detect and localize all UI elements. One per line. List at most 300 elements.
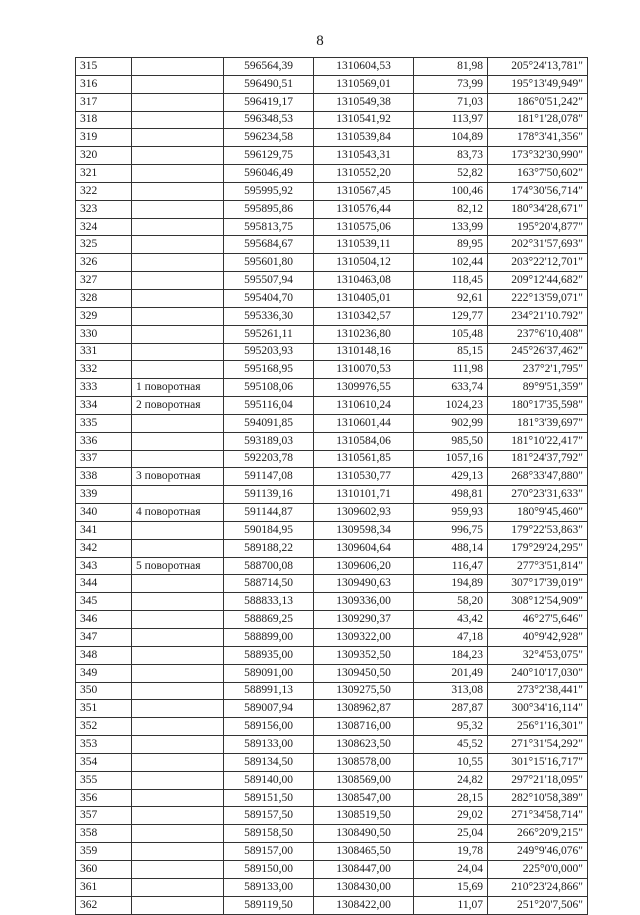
point-note-cell (132, 825, 224, 843)
y-coordinate-cell: 1310070,53 (314, 361, 414, 379)
direction-angle-cell: 173°32'30,990" (488, 147, 588, 165)
y-coordinate-cell: 1309322,00 (314, 629, 414, 647)
x-coordinate-cell: 588991,13 (224, 682, 314, 700)
x-coordinate-cell: 595684,67 (224, 236, 314, 254)
segment-length-cell: 104,89 (414, 129, 488, 147)
x-coordinate-cell: 596564,39 (224, 58, 314, 76)
direction-angle-cell: 181°24'37,792" (488, 450, 588, 468)
point-note-cell (132, 843, 224, 861)
point-number-cell: 351 (76, 700, 132, 718)
direction-angle-cell: 277°3'51,814" (488, 557, 588, 575)
point-number-cell: 337 (76, 450, 132, 468)
point-number-cell: 350 (76, 682, 132, 700)
point-number-cell: 338 (76, 468, 132, 486)
point-number-cell: 343 (76, 557, 132, 575)
y-coordinate-cell: 1308623,50 (314, 736, 414, 754)
segment-length-cell: 71,03 (414, 93, 488, 111)
table-row (76, 272, 588, 290)
table-row (76, 218, 588, 236)
y-coordinate-cell: 1310463,08 (314, 272, 414, 290)
x-coordinate-cell: 595116,04 (224, 397, 314, 415)
point-note-cell (132, 147, 224, 165)
table-row (76, 718, 588, 736)
point-number-cell: 331 (76, 343, 132, 361)
x-coordinate-cell: 595168,95 (224, 361, 314, 379)
direction-angle-cell: 181°3'39,697" (488, 414, 588, 432)
segment-length-cell: 287,87 (414, 700, 488, 718)
y-coordinate-cell: 1310561,85 (314, 450, 414, 468)
point-note-cell (132, 807, 224, 825)
x-coordinate-cell: 589150,00 (224, 860, 314, 878)
point-number-cell: 315 (76, 58, 132, 76)
table-row (76, 896, 588, 914)
segment-length-cell: 116,47 (414, 557, 488, 575)
x-coordinate-cell: 589188,22 (224, 539, 314, 557)
x-coordinate-cell: 589007,94 (224, 700, 314, 718)
point-number-cell: 348 (76, 646, 132, 664)
x-coordinate-cell: 592203,78 (224, 450, 314, 468)
y-coordinate-cell: 1310539,11 (314, 236, 414, 254)
y-coordinate-cell: 1310569,01 (314, 75, 414, 93)
table-row (76, 771, 588, 789)
table-row (76, 593, 588, 611)
x-coordinate-cell: 589119,50 (224, 896, 314, 914)
point-number-cell: 336 (76, 432, 132, 450)
table-row (76, 753, 588, 771)
segment-length-cell: 118,45 (414, 272, 488, 290)
direction-angle-cell: 179°29'24,295" (488, 539, 588, 557)
direction-angle-cell: 240°10'17,030" (488, 664, 588, 682)
direction-angle-cell: 180°34'28,671" (488, 200, 588, 218)
x-coordinate-cell: 596046,49 (224, 165, 314, 183)
segment-length-cell: 113,97 (414, 111, 488, 129)
y-coordinate-cell: 1310530,77 (314, 468, 414, 486)
page-number: 8 (316, 33, 324, 49)
point-number-cell: 339 (76, 486, 132, 504)
point-number-cell: 323 (76, 200, 132, 218)
point-number-cell: 362 (76, 896, 132, 914)
point-number-cell: 355 (76, 771, 132, 789)
segment-length-cell: 100,46 (414, 182, 488, 200)
point-number-cell: 333 (76, 379, 132, 397)
y-coordinate-cell: 1310604,53 (314, 58, 414, 76)
segment-length-cell: 111,98 (414, 361, 488, 379)
point-number-cell: 358 (76, 825, 132, 843)
point-number-cell: 318 (76, 111, 132, 129)
y-coordinate-cell: 1308422,00 (314, 896, 414, 914)
direction-angle-cell: 234°21'10.792" (488, 307, 588, 325)
direction-angle-cell: 249°9'46,076" (488, 843, 588, 861)
y-coordinate-cell: 1308716,00 (314, 718, 414, 736)
segment-length-cell: 19,78 (414, 843, 488, 861)
point-note-cell (132, 771, 224, 789)
table-row (76, 111, 588, 129)
x-coordinate-cell: 589151,50 (224, 789, 314, 807)
y-coordinate-cell: 1310584,06 (314, 432, 414, 450)
x-coordinate-cell: 595261,11 (224, 325, 314, 343)
x-coordinate-cell: 595895,86 (224, 200, 314, 218)
segment-length-cell: 43,42 (414, 611, 488, 629)
point-note-cell (132, 325, 224, 343)
point-number-cell: 353 (76, 736, 132, 754)
table-row (76, 611, 588, 629)
y-coordinate-cell: 1308465,50 (314, 843, 414, 861)
direction-angle-cell: 237°2'1,795" (488, 361, 588, 379)
point-note-cell (132, 182, 224, 200)
table-row (76, 539, 588, 557)
x-coordinate-cell: 591144,87 (224, 504, 314, 522)
x-coordinate-cell: 588935,00 (224, 646, 314, 664)
table-row (76, 236, 588, 254)
table-row (76, 129, 588, 147)
point-number-cell: 354 (76, 753, 132, 771)
y-coordinate-cell: 1309450,50 (314, 664, 414, 682)
table-row (76, 432, 588, 450)
table-row (76, 789, 588, 807)
direction-angle-cell: 268°33'47,880" (488, 468, 588, 486)
table-row (76, 521, 588, 539)
table-row (76, 93, 588, 111)
x-coordinate-cell: 595108,06 (224, 379, 314, 397)
table-row (76, 147, 588, 165)
y-coordinate-cell: 1309275,50 (314, 682, 414, 700)
point-note-cell (132, 896, 224, 914)
table-row (76, 878, 588, 896)
table-row (76, 289, 588, 307)
point-number-cell: 324 (76, 218, 132, 236)
direction-angle-cell: 225°0'0,000" (488, 860, 588, 878)
table-row (76, 325, 588, 343)
segment-length-cell: 996,75 (414, 521, 488, 539)
y-coordinate-cell: 1310148,16 (314, 343, 414, 361)
x-coordinate-cell: 589140,00 (224, 771, 314, 789)
table-row (76, 468, 588, 486)
segment-length-cell: 25,04 (414, 825, 488, 843)
segment-length-cell: 24,04 (414, 860, 488, 878)
point-note-cell (132, 664, 224, 682)
y-coordinate-cell: 1309490,63 (314, 575, 414, 593)
point-note-cell (132, 165, 224, 183)
table-row (76, 414, 588, 432)
point-note-cell (132, 218, 224, 236)
point-number-cell: 356 (76, 789, 132, 807)
y-coordinate-cell: 1309602,93 (314, 504, 414, 522)
y-coordinate-cell: 1310236,80 (314, 325, 414, 343)
segment-length-cell: 45,52 (414, 736, 488, 754)
x-coordinate-cell: 595404,70 (224, 289, 314, 307)
segment-length-cell: 83,73 (414, 147, 488, 165)
table-row (76, 75, 588, 93)
y-coordinate-cell: 1310101,71 (314, 486, 414, 504)
direction-angle-cell: 181°10'22,417" (488, 432, 588, 450)
point-number-cell: 316 (76, 75, 132, 93)
segment-length-cell: 313,08 (414, 682, 488, 700)
segment-length-cell: 52,82 (414, 165, 488, 183)
point-note-cell: 5 поворотная (132, 557, 224, 575)
table-row (76, 860, 588, 878)
point-note-cell (132, 272, 224, 290)
x-coordinate-cell: 596419,17 (224, 93, 314, 111)
x-coordinate-cell: 596129,75 (224, 147, 314, 165)
point-number-cell: 317 (76, 93, 132, 111)
point-note-cell (132, 93, 224, 111)
point-number-cell: 359 (76, 843, 132, 861)
x-coordinate-cell: 595203,93 (224, 343, 314, 361)
segment-length-cell: 194,89 (414, 575, 488, 593)
x-coordinate-cell: 596490,51 (224, 75, 314, 93)
segment-length-cell: 133,99 (414, 218, 488, 236)
point-note-cell (132, 343, 224, 361)
direction-angle-cell: 181°1'28,078" (488, 111, 588, 129)
x-coordinate-cell: 588899,00 (224, 629, 314, 647)
segment-length-cell: 73,99 (414, 75, 488, 93)
point-number-cell: 320 (76, 147, 132, 165)
point-number-cell: 322 (76, 182, 132, 200)
y-coordinate-cell: 1308447,00 (314, 860, 414, 878)
direction-angle-cell: 210°23'24,866" (488, 878, 588, 896)
table-row (76, 165, 588, 183)
point-note-cell (132, 646, 224, 664)
y-coordinate-cell: 1310576,44 (314, 200, 414, 218)
table-row (76, 575, 588, 593)
y-coordinate-cell: 1309352,50 (314, 646, 414, 664)
y-coordinate-cell: 1310342,57 (314, 307, 414, 325)
x-coordinate-cell: 589157,00 (224, 843, 314, 861)
direction-angle-cell: 300°34'16,114" (488, 700, 588, 718)
segment-length-cell: 92,61 (414, 289, 488, 307)
x-coordinate-cell: 588833,13 (224, 593, 314, 611)
point-number-cell: 347 (76, 629, 132, 647)
y-coordinate-cell: 1309604,64 (314, 539, 414, 557)
table-row (76, 682, 588, 700)
x-coordinate-cell: 589133,00 (224, 736, 314, 754)
point-number-cell: 325 (76, 236, 132, 254)
point-number-cell: 345 (76, 593, 132, 611)
x-coordinate-cell: 594091,85 (224, 414, 314, 432)
y-coordinate-cell: 1310405,01 (314, 289, 414, 307)
direction-angle-cell: 222°13'59,071" (488, 289, 588, 307)
x-coordinate-cell: 595507,94 (224, 272, 314, 290)
point-note-cell (132, 450, 224, 468)
point-note-cell (132, 432, 224, 450)
x-coordinate-cell: 589133,00 (224, 878, 314, 896)
y-coordinate-cell: 1310601,44 (314, 414, 414, 432)
direction-angle-cell: 179°22'53,863" (488, 521, 588, 539)
point-number-cell: 326 (76, 254, 132, 272)
y-coordinate-cell: 1308569,00 (314, 771, 414, 789)
point-note-cell (132, 718, 224, 736)
segment-length-cell: 95,32 (414, 718, 488, 736)
point-note-cell (132, 486, 224, 504)
table-row (76, 343, 588, 361)
direction-angle-cell: 271°31'54,292" (488, 736, 588, 754)
segment-length-cell: 184,23 (414, 646, 488, 664)
y-coordinate-cell: 1310504,12 (314, 254, 414, 272)
y-coordinate-cell: 1310575,06 (314, 218, 414, 236)
segment-length-cell: 105,48 (414, 325, 488, 343)
table-row (76, 807, 588, 825)
y-coordinate-cell: 1308962,87 (314, 700, 414, 718)
x-coordinate-cell: 595601,80 (224, 254, 314, 272)
y-coordinate-cell: 1310610,24 (314, 397, 414, 415)
segment-length-cell: 1057,16 (414, 450, 488, 468)
point-note-cell: 2 поворотная (132, 397, 224, 415)
point-number-cell: 334 (76, 397, 132, 415)
x-coordinate-cell: 588714,50 (224, 575, 314, 593)
table-row (76, 646, 588, 664)
segment-length-cell: 488,14 (414, 539, 488, 557)
point-note-cell (132, 629, 224, 647)
segment-length-cell: 24,82 (414, 771, 488, 789)
point-note-cell (132, 860, 224, 878)
point-note-cell (132, 736, 224, 754)
segment-length-cell: 498,81 (414, 486, 488, 504)
segment-length-cell: 102,44 (414, 254, 488, 272)
segment-length-cell: 47,18 (414, 629, 488, 647)
y-coordinate-cell: 1309290,37 (314, 611, 414, 629)
point-note-cell (132, 700, 224, 718)
direction-angle-cell: 297°21'18,095" (488, 771, 588, 789)
point-note-cell (132, 539, 224, 557)
x-coordinate-cell: 589158,50 (224, 825, 314, 843)
segment-length-cell: 902,99 (414, 414, 488, 432)
table-row (76, 397, 588, 415)
table-row (76, 307, 588, 325)
direction-angle-cell: 180°9'45,460" (488, 504, 588, 522)
x-coordinate-cell: 596348,53 (224, 111, 314, 129)
segment-length-cell: 58,20 (414, 593, 488, 611)
point-note-cell (132, 307, 224, 325)
direction-angle-cell: 307°17'39,019" (488, 575, 588, 593)
direction-angle-cell: 32°4'53,075" (488, 646, 588, 664)
y-coordinate-cell: 1310543,31 (314, 147, 414, 165)
direction-angle-cell: 266°20'9,215" (488, 825, 588, 843)
table-row (76, 843, 588, 861)
segment-length-cell: 429,13 (414, 468, 488, 486)
direction-angle-cell: 245°26'37,462" (488, 343, 588, 361)
point-note-cell (132, 611, 224, 629)
segment-length-cell: 85,15 (414, 343, 488, 361)
point-note-cell (132, 75, 224, 93)
direction-angle-cell: 209°12'44,682" (488, 272, 588, 290)
direction-angle-cell: 282°10'58,389" (488, 789, 588, 807)
y-coordinate-cell: 1309606,20 (314, 557, 414, 575)
table-row (76, 557, 588, 575)
segment-length-cell: 959,93 (414, 504, 488, 522)
y-coordinate-cell: 1308547,00 (314, 789, 414, 807)
point-note-cell (132, 236, 224, 254)
x-coordinate-cell: 591147,08 (224, 468, 314, 486)
point-number-cell: 342 (76, 539, 132, 557)
x-coordinate-cell: 589134,50 (224, 753, 314, 771)
segment-length-cell: 985,50 (414, 432, 488, 450)
segment-length-cell: 28,15 (414, 789, 488, 807)
point-number-cell: 346 (76, 611, 132, 629)
segment-length-cell: 1024,23 (414, 397, 488, 415)
point-number-cell: 330 (76, 325, 132, 343)
point-note-cell (132, 575, 224, 593)
point-number-cell: 341 (76, 521, 132, 539)
direction-angle-cell: 271°34'58,714" (488, 807, 588, 825)
point-note-cell: 4 поворотная (132, 504, 224, 522)
coordinates-table-body (76, 58, 588, 915)
point-note-cell: 3 поворотная (132, 468, 224, 486)
y-coordinate-cell: 1310539,84 (314, 129, 414, 147)
x-coordinate-cell: 590184,95 (224, 521, 314, 539)
point-note-cell (132, 878, 224, 896)
point-note-cell (132, 414, 224, 432)
direction-angle-cell: 195°20'4,877" (488, 218, 588, 236)
y-coordinate-cell: 1308490,50 (314, 825, 414, 843)
segment-length-cell: 81,98 (414, 58, 488, 76)
segment-length-cell: 129,77 (414, 307, 488, 325)
y-coordinate-cell: 1308519,50 (314, 807, 414, 825)
x-coordinate-cell: 588700,08 (224, 557, 314, 575)
direction-angle-cell: 205°24'13,781" (488, 58, 588, 76)
point-note-cell (132, 789, 224, 807)
point-number-cell: 361 (76, 878, 132, 896)
direction-angle-cell: 203°22'12,701" (488, 254, 588, 272)
y-coordinate-cell: 1308578,00 (314, 753, 414, 771)
point-number-cell: 352 (76, 718, 132, 736)
table-row (76, 58, 588, 76)
point-number-cell: 329 (76, 307, 132, 325)
table-row (76, 379, 588, 397)
point-number-cell: 335 (76, 414, 132, 432)
coordinates-table (75, 57, 588, 915)
y-coordinate-cell: 1308430,00 (314, 878, 414, 896)
table-row (76, 200, 588, 218)
y-coordinate-cell: 1309976,55 (314, 379, 414, 397)
point-number-cell: 344 (76, 575, 132, 593)
point-number-cell: 332 (76, 361, 132, 379)
direction-angle-cell: 273°2'38,441" (488, 682, 588, 700)
segment-length-cell: 89,95 (414, 236, 488, 254)
table-row (76, 664, 588, 682)
direction-angle-cell: 40°9'42,928" (488, 629, 588, 647)
point-number-cell: 327 (76, 272, 132, 290)
point-number-cell: 357 (76, 807, 132, 825)
table-row (76, 736, 588, 754)
point-note-cell (132, 254, 224, 272)
point-note-cell (132, 682, 224, 700)
table-row (76, 825, 588, 843)
point-note-cell (132, 200, 224, 218)
x-coordinate-cell: 595995,92 (224, 182, 314, 200)
x-coordinate-cell: 591139,16 (224, 486, 314, 504)
direction-angle-cell: 202°31'57,693" (488, 236, 588, 254)
point-number-cell: 328 (76, 289, 132, 307)
segment-length-cell: 29,02 (414, 807, 488, 825)
direction-angle-cell: 46°27'5,646" (488, 611, 588, 629)
table-row (76, 450, 588, 468)
y-coordinate-cell: 1310552,20 (314, 165, 414, 183)
y-coordinate-cell: 1310541,92 (314, 111, 414, 129)
point-number-cell: 321 (76, 165, 132, 183)
direction-angle-cell: 163°7'50,602" (488, 165, 588, 183)
x-coordinate-cell: 588869,25 (224, 611, 314, 629)
x-coordinate-cell: 596234,58 (224, 129, 314, 147)
x-coordinate-cell: 595813,75 (224, 218, 314, 236)
x-coordinate-cell: 593189,03 (224, 432, 314, 450)
direction-angle-cell: 174°30'56,714" (488, 182, 588, 200)
point-number-cell: 319 (76, 129, 132, 147)
table-row (76, 504, 588, 522)
direction-angle-cell: 178°3'41,356" (488, 129, 588, 147)
segment-length-cell: 82,12 (414, 200, 488, 218)
point-note-cell (132, 289, 224, 307)
table-row (76, 182, 588, 200)
